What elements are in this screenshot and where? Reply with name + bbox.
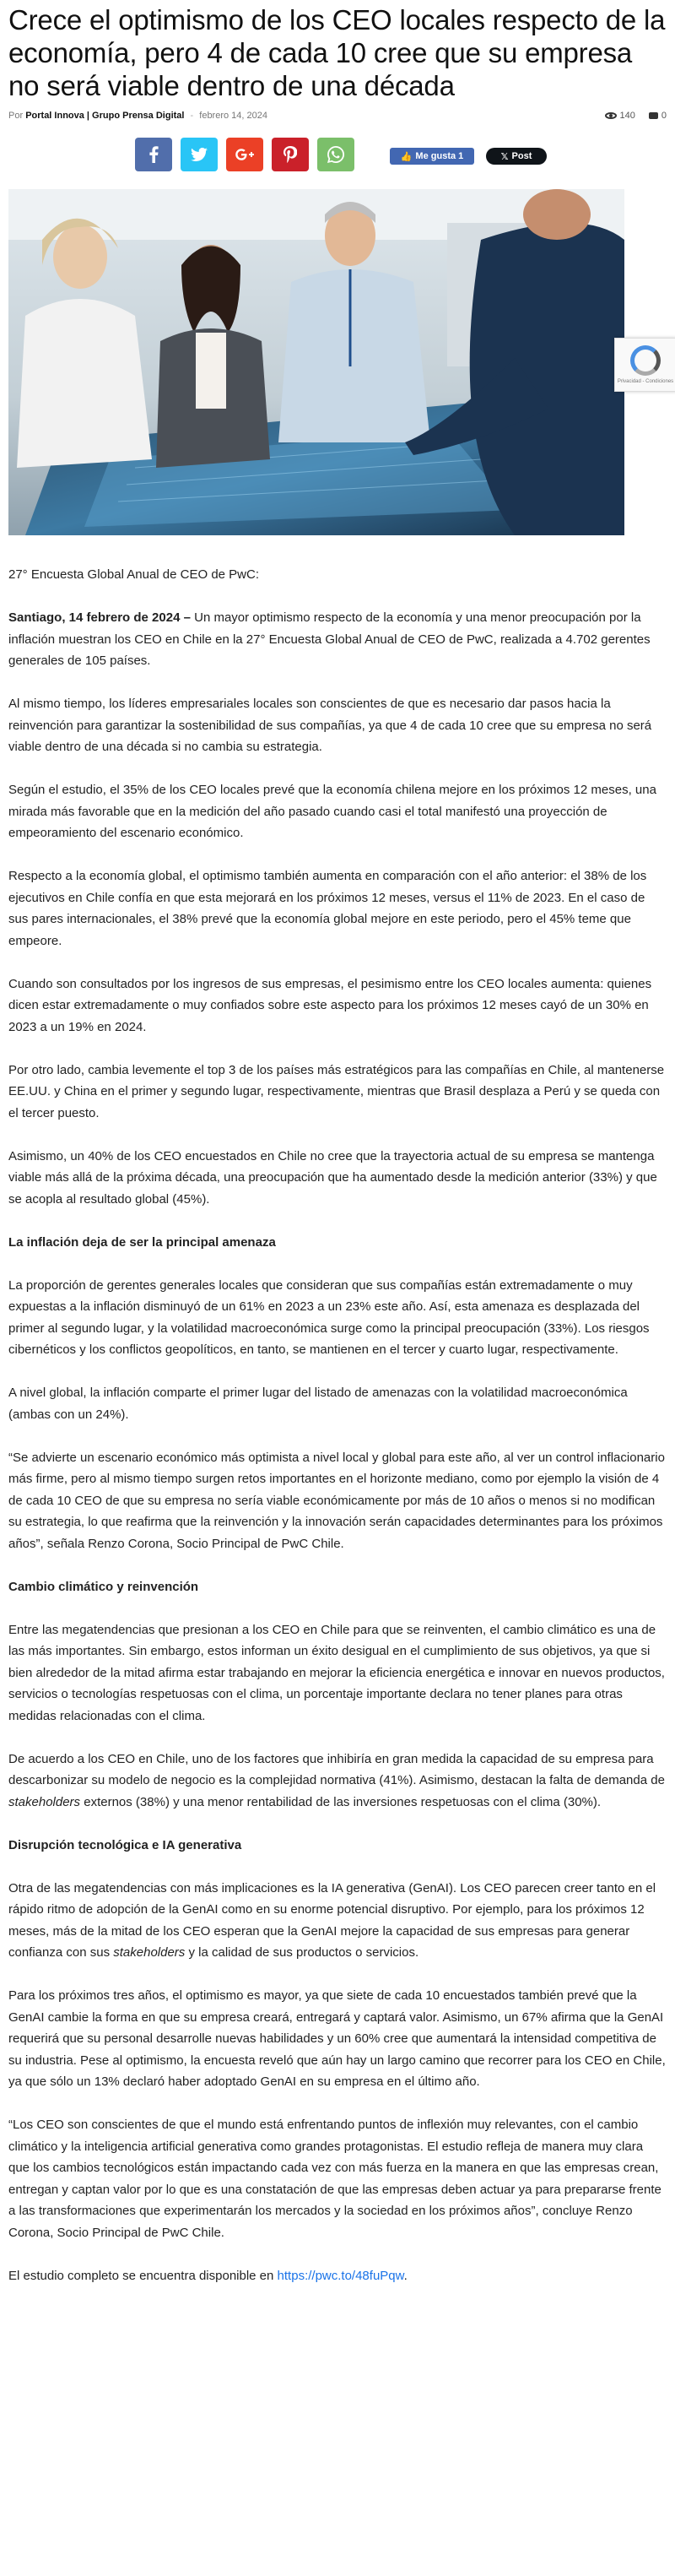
quote-paragraph: “Se advierte un escenario económico más optimista a nivel local y global para este año, al ver un control inflacionario más firme, pero al mismo tiempo surgen retos importantes en el horizonte mediano, como por ejemplo la visión de 4 de cada 10 CEO de que su empresa no sería viable económicamente por más de 10 años o menos si no modifican su estrategia, lo que reafirma que la reinvención y la innovación serán capacidades determinantes para los próximos años”, señala Renzo Corona, Socio Principal de PwC Chile. <box>8 1450 665 1551</box>
like-label: Me gusta 1 <box>415 151 464 161</box>
google-plus-icon <box>235 149 254 160</box>
paragraph: Para los próximos tres años, el optimismo es mayor, ya que siete de cada 10 encuestados también prevé que la GenAI cambie la forma en que su empresa creará, entregará y captará valor. Asimismo, un 67% afirma que la GenAI requerirá que su personal desarrolle nuevas habilidades y un 60% cree que aumentará la intensidad competitiva de su industria. Pese al optimismo, la encuesta reveló que aún hay un largo camino que recorrer para los CEO en Chile, ya que sólo un 13% declaró haber adoptado GenAI en su empresa en el último año. <box>8 1988 666 2089</box>
article-hero-image <box>8 189 624 535</box>
publish-date: febrero 14, 2024 <box>199 111 267 121</box>
text-run: y la calidad de sus productos o servicios. <box>185 1945 419 1960</box>
article-meta <box>8 111 667 129</box>
emphasis: stakeholders <box>8 1794 81 1809</box>
comments-counter[interactable] <box>649 111 667 121</box>
lead-paragraph <box>8 607 667 672</box>
pinterest-icon <box>284 146 297 163</box>
eye-icon <box>605 112 617 119</box>
pinterest-share-button[interactable] <box>272 138 309 171</box>
paragraph <box>8 1878 667 1964</box>
share-bar <box>8 138 667 175</box>
text-run: externos (38%) y una menor rentabilidad de las inversiones respetuosas con el clima (30%). <box>80 1794 602 1809</box>
by-prefix: Por <box>8 111 24 121</box>
paragraph: Al mismo tiempo, los líderes empresariales locales son conscientes de que es necesario dar pasos hacia la reinvención para garantizar la sostenibilidad de sus compañías, ya que 4 de cada 10 cree que su empresa no será viable dentro de una década si no cambia su estrategia. <box>8 697 652 754</box>
section-heading-genai: Disrupción tecnológica e IA generativa <box>8 1837 242 1852</box>
paragraph: Cuando son consultados por los ingresos de sus empresas, el pesimismo entre los CEO locales aumenta: quienes dicen estar extremadamente o muy confiados sobre este aspecto para los próximos 12 meses cayó de un 30% en 2023 a un 19% en 2024. <box>8 976 652 1034</box>
facebook-like-button[interactable] <box>390 148 474 165</box>
emphasis: stakeholders <box>113 1945 186 1960</box>
paragraph: Entre las megatendencias que presionan a los CEO en Chile para que se reinventen, el cambio climático es una de las más importantes. Sin embargo, estos informan un éxito desigual en el cumplimiento de sus objetivos, ya que si bien alrededor de la mitad afirma estar trabajando en mejorar la eficiencia energética e innovar en nuevos productos, servicios o tecnologías respetuosas con el clima, un porcentaje importante declara no tener planes para otras medidas relacionadas con el clima. <box>8 1622 665 1723</box>
paragraph: A nivel global, la inflación comparte el primer lugar del listado de amenazas con la volatilidad macroeconómica (ambas con un 24%). <box>8 1386 628 1422</box>
paragraph <box>8 1749 667 1814</box>
google-plus-share-button[interactable] <box>226 138 263 171</box>
text-run: . <box>403 2268 408 2283</box>
whatsapp-icon <box>327 146 344 163</box>
whatsapp-share-button[interactable] <box>317 138 354 171</box>
lead-dateline: Santiago, 14 febrero de 2024 – <box>8 610 191 625</box>
facebook-icon <box>148 146 159 163</box>
paragraph: La proporción de gerentes generales locales que consideran que sus compañías están extremadamente o muy expuestas a la inflación disminuyó de un 61% en 2023 a un 23% este año. Así, esta amenaza es desplazada del primer al segundo lugar, y la volatilidad macroeconómica surge como la principal preocupación (33%). Los riesgos cibernéticos y los conflictos geopolíticos, en tanto, se mantienen en el tercer y cuarto lugar, respectivamente. <box>8 1277 650 1357</box>
paragraph: Por otro lado, cambia levemente el top 3 de los países más estratégicos para las compañías en Chile, al mantenerse EE.UU. y China en el primer y segundo lugar, respectivamente, mientras que Brasil desplaza a Perú y se queda con el tercer puesto. <box>8 1062 665 1120</box>
paragraph <box>8 2265 667 2287</box>
study-link[interactable]: https://pwc.to/48fuPqw <box>277 2268 404 2283</box>
recaptcha-icon <box>630 345 661 376</box>
recaptcha-badge[interactable] <box>614 338 675 392</box>
meta-stats <box>605 111 667 121</box>
article-body <box>8 564 667 2308</box>
twitter-icon <box>191 148 208 161</box>
recaptcha-text: Privacidad - Condiciones <box>617 379 674 384</box>
views-counter <box>605 111 635 121</box>
article-subtitle: 27° Encuesta Global Anual de CEO de PwC: <box>8 567 260 582</box>
comment-icon <box>649 112 658 119</box>
thumbs-up-icon: 👍 <box>400 151 413 162</box>
lead-text: Un mayor optimismo respecto de la economía y una menor preocupación por la inflación muestran los CEO en Chile en la 27° Encuesta Global Anual de CEO de PwC, realizada a 4.702 gerentes generales de 105 países. <box>8 610 651 668</box>
article-title: Crece el optimismo de los CEO locales respecto de la economía, pero 4 de cada 10 cree que su empresa no será viable dentro de una década <box>8 4 666 101</box>
facebook-share-button[interactable] <box>135 138 172 171</box>
paragraph: Asimismo, un 40% de los CEO encuestados en Chile no cree que la trayectoria actual de su empresa se mantenga viable más allá de la próxima década, una preocupación que ha aumentado desde la medición anterior (33%) y que se acopla al resultado global (45%). <box>8 1148 657 1207</box>
section-heading-climate: Cambio climático y reinvención <box>8 1579 199 1594</box>
twitter-share-button[interactable] <box>181 138 218 171</box>
section-heading-inflation: La inflación deja de ser la principal amenaza <box>8 1234 276 1250</box>
text-run: El estudio completo se encuentra disponible en <box>8 2268 278 2283</box>
meta-separator: - <box>190 111 194 121</box>
text-run: Otra de las megatendencias con más implicaciones es la IA generativa (GenAI). Los CEO parecen creer tanto en el rápido ritmo de adopción de la GenAI como en su enorme potencial disruptivo. Por ejemplo, para los próximos 12 meses, más de la mitad de los CEO esperan que la GenAI mejore la capacidad de sus empresas para generar confianza con sus <box>8 1880 656 1960</box>
paragraph: Respecto a la economía global, el optimismo también aumenta en comparación con el año anterior: el 38% de los ejecutivos en Chile confía en que esta mejorará en los próximos 12 meses, versus el 11% de 2023. En el caso de sus pares internacionales, el 38% prevé que la economía global mejore en este periodo, pero el 45% teme que empeore. <box>8 869 647 948</box>
comments-count: 0 <box>661 111 667 121</box>
paragraph: Según el estudio, el 35% de los CEO locales prevé que la economía chilena mejore en los próximos 12 meses, una mirada más favorable que en la medición del año pasado cuando casi el total manifestó una proyección de empeoramiento del escenario económico. <box>8 783 656 840</box>
views-count: 140 <box>619 111 635 121</box>
x-logo-icon: 𝕏 <box>500 151 509 162</box>
x-post-label: Post <box>511 151 532 161</box>
text-run: De acuerdo a los CEO en Chile, uno de los factores que inhibiría en gran medida la capacidad de su empresa para descarbonizar su modelo de negocio es la complejidad normativa (41%). Asimismo, destacan la falta de demanda de <box>8 1751 665 1787</box>
author-link[interactable]: Portal Innova | Grupo Prensa Digital <box>25 111 185 121</box>
x-post-button[interactable] <box>486 148 547 165</box>
business-meeting-photo <box>8 189 624 535</box>
quote-paragraph: “Los CEO son conscientes de que el mundo está enfrentando puntos de inflexión muy relevantes, con el cambio climático y la inteligencia artificial generativa como grandes protagonistas. El estudio refleja de manera muy clara que los cambios tecnológicos están impactando cada vez con más fuerza en la manera en que las empresas crean, entregan y captan valor por lo que es una constatación de que las empresas deben actuar ya para prepararse frente a las transformaciones que experimentarán los mercados y la sociedad en los próximos años”, concluye Renzo Corona, Socio Principal de PwC Chile. <box>8 2118 662 2240</box>
